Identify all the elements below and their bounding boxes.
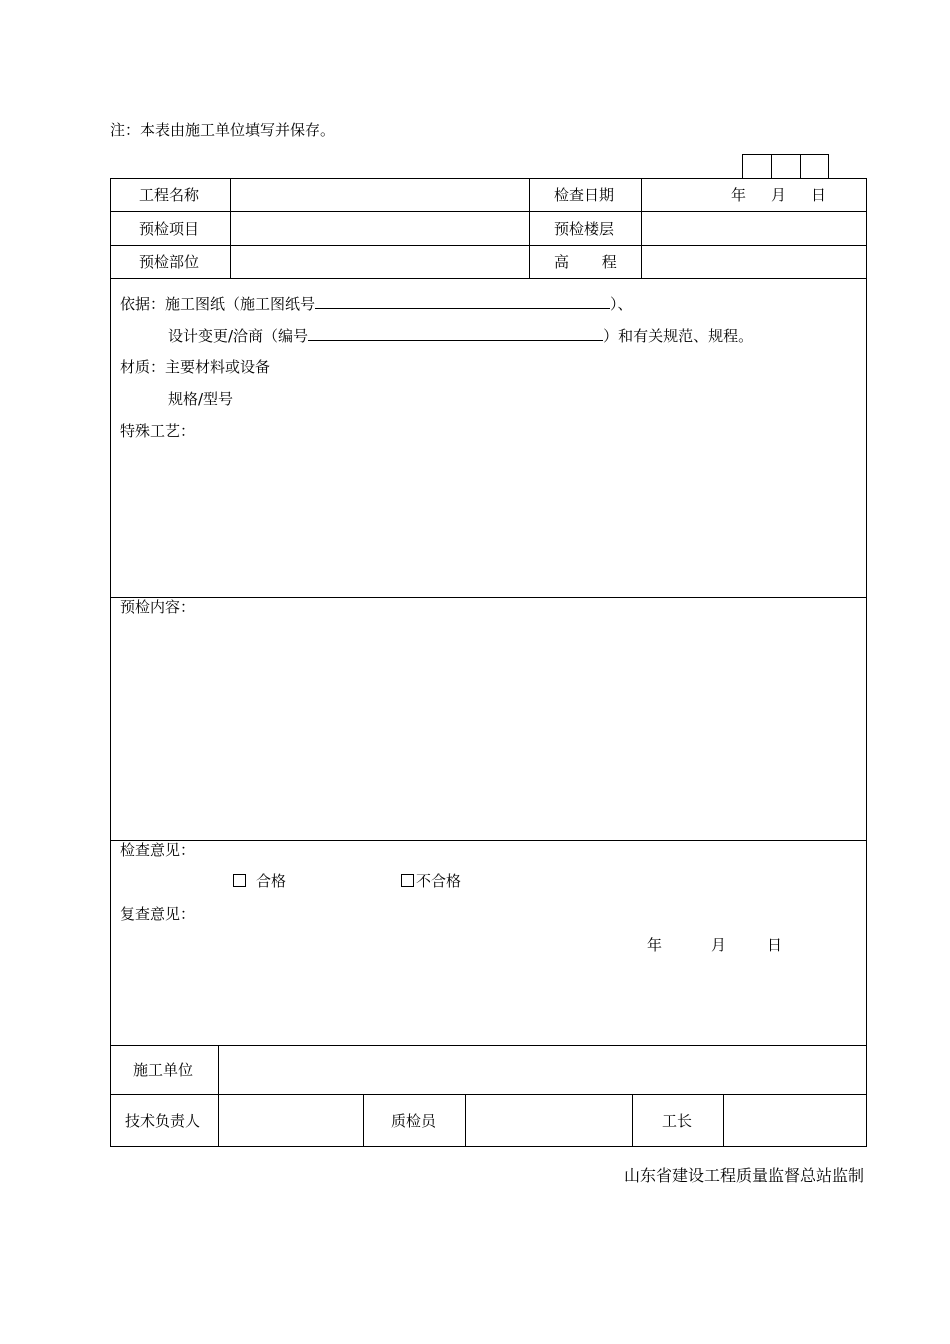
foreman-label: 工长 [662,1112,693,1130]
tech-lead-label: 技术负责人 [125,1112,201,1130]
fail-label: 不合格 [416,872,462,890]
basis-prefix: 依据：施工图纸（施工图纸号 [120,295,316,313]
pass-checkbox[interactable] [233,874,246,887]
recheck-opinion-label: 复查意见： [120,905,196,923]
elevation-label: 高 程 [554,253,617,271]
design-change-line [168,326,753,345]
inspect-date-label: 检查日期 [554,186,615,204]
spec-label: 规格/型号 [168,390,234,408]
opinion-year: 年 [647,936,663,954]
drawing-number-blank [315,294,610,309]
qc-inspector-label: 质检员 [391,1112,437,1130]
pre-inspection-content-label: 预检内容： [120,598,196,616]
form-note: 注：本表由施工单位填写并保存。 [110,121,336,139]
basis-line [120,294,633,313]
pass-label: 合格 [256,872,287,890]
design-prefix: 设计变更/洽商（编号 [168,327,309,345]
date-year: 年 [731,186,747,204]
date-month: 月 [771,186,787,204]
opinion-month: 月 [711,936,727,954]
pre-floor-label: 预检楼层 [554,220,615,238]
basis-close: ）、 [610,295,633,313]
construction-unit-label: 施工单位 [133,1061,194,1079]
fail-option[interactable] [401,872,461,890]
pre-item-label: 预检项目 [139,220,200,238]
special-process-label: 特殊工艺： [120,422,196,440]
fail-checkbox[interactable] [401,874,414,887]
design-close: ）和有关规范、规程。 [603,327,754,345]
check-opinion-label: 检查意见： [120,841,196,859]
pass-option[interactable] [233,872,286,890]
issuer-footer: 山东省建设工程质量监督总站监制 [623,1166,864,1185]
date-day: 日 [811,186,827,204]
material-label: 材质：主要材料或设备 [120,358,271,376]
project-name-label: 工程名称 [139,186,200,204]
opinion-day: 日 [767,936,783,954]
pre-part-label: 预检部位 [139,253,200,271]
change-number-blank [308,326,603,341]
